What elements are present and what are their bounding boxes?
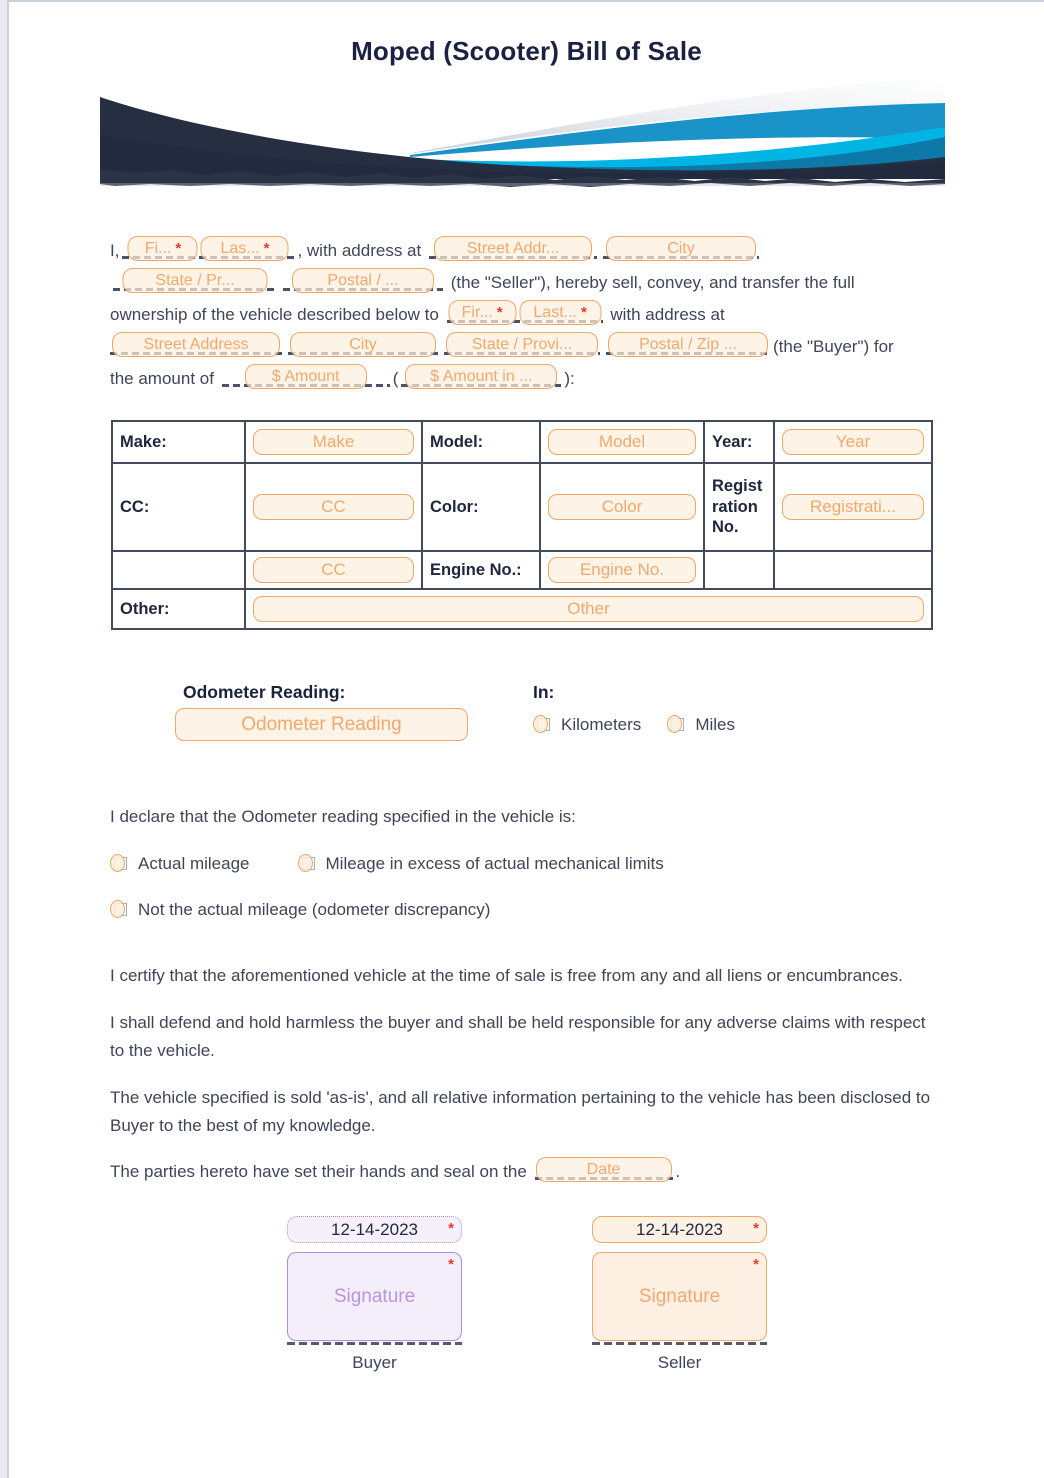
engine-no-label: Engine No.: (430, 560, 522, 579)
required-asterisk: * (580, 303, 587, 321)
buyer-street-blank (110, 329, 282, 359)
required-asterisk: * (175, 239, 182, 257)
registration-field[interactable]: Registrati... (782, 494, 924, 520)
other-field[interactable]: Other (253, 596, 924, 622)
year-field[interactable]: Year (782, 429, 924, 455)
empty-cell (112, 551, 245, 589)
seller-last-name-field[interactable]: Las... * (201, 236, 289, 261)
registration-label-cell (704, 463, 774, 551)
buyer-city-field[interactable]: City (290, 332, 436, 357)
registration-field-cell (774, 463, 932, 551)
engine-label-cell (422, 551, 540, 589)
engine-no-field[interactable]: Engine No. (548, 557, 696, 583)
buyer-street-address-field[interactable]: Street Address (112, 332, 280, 357)
required-asterisk: * (753, 1220, 759, 1237)
odometer-unit-label: In: (533, 682, 555, 702)
cc-label-cell (112, 463, 245, 551)
declaration-heading: I declare that the Odometer reading specified in the vehicle is: (110, 807, 576, 826)
parties-paragraph (110, 1154, 936, 1186)
color-label-cell (422, 463, 540, 551)
date-field[interactable]: Date (536, 1157, 672, 1182)
page-title: Moped (Scooter) Bill of Sale (351, 36, 702, 66)
signature-section (287, 1216, 936, 1373)
table-row (112, 551, 932, 589)
document-body (9, 189, 1044, 1373)
seller-first-name-field[interactable]: Fi... * (128, 236, 198, 261)
buyer-name-blank (447, 297, 603, 327)
color-label: Color: (430, 497, 479, 516)
buyer-state-field[interactable]: State / Provi... (446, 332, 598, 357)
checkbox-icon (298, 854, 317, 874)
buyer-postal-field[interactable]: Postal / Zip ... (608, 332, 768, 357)
defend-paragraph: I shall defend and hold harmless the buyer and shall be held responsible for any adverse claims with respect to the vehicle. (110, 1013, 926, 1060)
intro-paragraph (110, 233, 936, 393)
amount-words-blank (401, 361, 561, 391)
seller-city-blank (603, 233, 759, 263)
required-asterisk: * (496, 303, 503, 321)
required-asterisk: * (448, 1220, 454, 1237)
buyer-city-blank (288, 329, 438, 359)
other-label-cell (112, 589, 245, 629)
intro-text: with address at (610, 305, 725, 324)
certify-paragraph: I certify that the aforementioned vehicle at the time of sale is free from any and all liens or encumbrances. (110, 966, 903, 985)
year-field-cell (774, 421, 932, 463)
color-field-cell (540, 463, 704, 551)
model-label: Model: (430, 432, 484, 451)
intro-text: ( (392, 369, 399, 388)
seller-postal-blank (283, 265, 443, 295)
checkbox-icon (110, 854, 129, 874)
seller-postal-field[interactable]: Postal / ... (292, 268, 434, 293)
required-asterisk: * (263, 239, 270, 257)
excess-mileage-label: Mileage in excess of actual mechanical limits (325, 854, 664, 873)
checkbox-icon (667, 715, 686, 735)
required-asterisk: * (753, 1256, 759, 1273)
year-label: Year: (712, 432, 753, 451)
signature-line (592, 1342, 767, 1345)
odometer-reading-group (175, 682, 475, 741)
kilometers-label: Kilometers (561, 715, 642, 734)
cc-field-2[interactable]: CC (253, 557, 414, 583)
intro-text: I, (110, 241, 120, 260)
header-wave-graphic (100, 77, 945, 189)
other-label: Other: (120, 599, 170, 618)
year-label-cell (704, 421, 774, 463)
intro-text: ownership of the vehicle described below to (110, 305, 439, 324)
make-label: Make: (120, 432, 167, 451)
intro-text: (the "Seller"), hereby sell, convey, and transfer the full (450, 273, 855, 292)
cc-field[interactable]: CC (253, 494, 414, 520)
seller-street-address-field[interactable]: Street Addr... (434, 236, 592, 261)
parties-text: The parties hereto have set their hands and seal on the (110, 1162, 527, 1181)
not-actual-mileage-checkbox[interactable] (110, 900, 490, 920)
buyer-date-field[interactable]: 12-14-2023 * (287, 1216, 462, 1243)
buyer-postal-blank (606, 329, 770, 359)
odometer-reading-field[interactable]: Odometer Reading (175, 708, 468, 741)
intro-text: ): (564, 369, 575, 388)
odometer-reading-label: Odometer Reading: (183, 682, 346, 702)
model-field[interactable]: Model (548, 429, 696, 455)
seller-state-blank (113, 265, 277, 295)
cc-field-cell (245, 463, 422, 551)
vehicle-details-table (111, 420, 933, 630)
intro-text: (the "Buyer") for (773, 337, 894, 356)
actual-mileage-checkbox[interactable] (110, 854, 250, 874)
miles-checkbox[interactable] (667, 715, 735, 735)
seller-city-field[interactable]: City (606, 236, 756, 261)
empty-cell (704, 551, 774, 589)
seller-street-blank (429, 233, 597, 263)
model-field-cell (540, 421, 704, 463)
document-page (7, 0, 1044, 1478)
amount-field[interactable]: $ Amount (245, 364, 367, 389)
odometer-unit-group (533, 682, 735, 741)
make-field-cell (245, 421, 422, 463)
date-blank (535, 1154, 673, 1184)
seller-signature-field[interactable]: Signature * (592, 1252, 767, 1341)
empty-cell (774, 551, 932, 589)
seller-label: Seller (657, 1353, 702, 1372)
buyer-first-name-field[interactable]: Fir... * (448, 300, 516, 325)
wave-swoosh-icon (100, 77, 945, 189)
make-field[interactable]: Make (253, 429, 414, 455)
miles-label: Miles (695, 715, 735, 734)
as-is-paragraph: The vehicle specified is sold 'as-is', and all relative information pertaining to the vehicle has been disclosed to Buyer to the best of my knowledge. (110, 1088, 931, 1135)
table-row (112, 421, 932, 463)
declaration-options-row-2 (110, 900, 936, 920)
buyer-label: Buyer (352, 1353, 397, 1372)
kilometers-checkbox[interactable] (533, 715, 641, 735)
buyer-last-name-field[interactable]: Last... * (519, 300, 601, 325)
other-field-cell (245, 589, 932, 629)
buyer-signature-block (287, 1216, 462, 1373)
odometer-section (110, 682, 936, 741)
unit-options (533, 715, 735, 735)
cc-label: CC: (120, 497, 150, 516)
table-row (112, 589, 932, 629)
seller-signature-block (592, 1216, 767, 1373)
make-label-cell (112, 421, 245, 463)
excess-mileage-checkbox[interactable] (298, 854, 664, 874)
intro-text: , with address at (297, 241, 422, 260)
amount-words-field[interactable]: $ Amount in ... (405, 364, 557, 389)
actual-mileage-label: Actual mileage (138, 854, 250, 873)
registration-label: Registration No. (712, 477, 763, 537)
model-label-cell (422, 421, 540, 463)
required-asterisk: * (448, 1256, 454, 1273)
table-row (112, 463, 932, 551)
buyer-state-blank (444, 329, 600, 359)
intro-text: the amount of (110, 369, 214, 388)
amount-blank (222, 361, 390, 391)
not-actual-mileage-label: Not the actual mileage (odometer discrepancy) (138, 900, 491, 919)
color-field[interactable]: Color (548, 494, 696, 520)
declaration-options-row-1 (110, 854, 936, 874)
engine-field-cell (540, 551, 704, 589)
seller-name-blank (122, 233, 294, 263)
checkbox-icon (533, 715, 552, 735)
parties-period: . (675, 1162, 681, 1181)
checkbox-icon (110, 900, 129, 920)
cc2-field-cell (245, 551, 422, 589)
seller-state-field[interactable]: State / Pr... (123, 268, 268, 293)
buyer-signature-field[interactable]: Signature * (287, 1252, 462, 1341)
seller-date-field[interactable]: 12-14-2023 * (592, 1216, 767, 1243)
signature-line (287, 1342, 462, 1345)
